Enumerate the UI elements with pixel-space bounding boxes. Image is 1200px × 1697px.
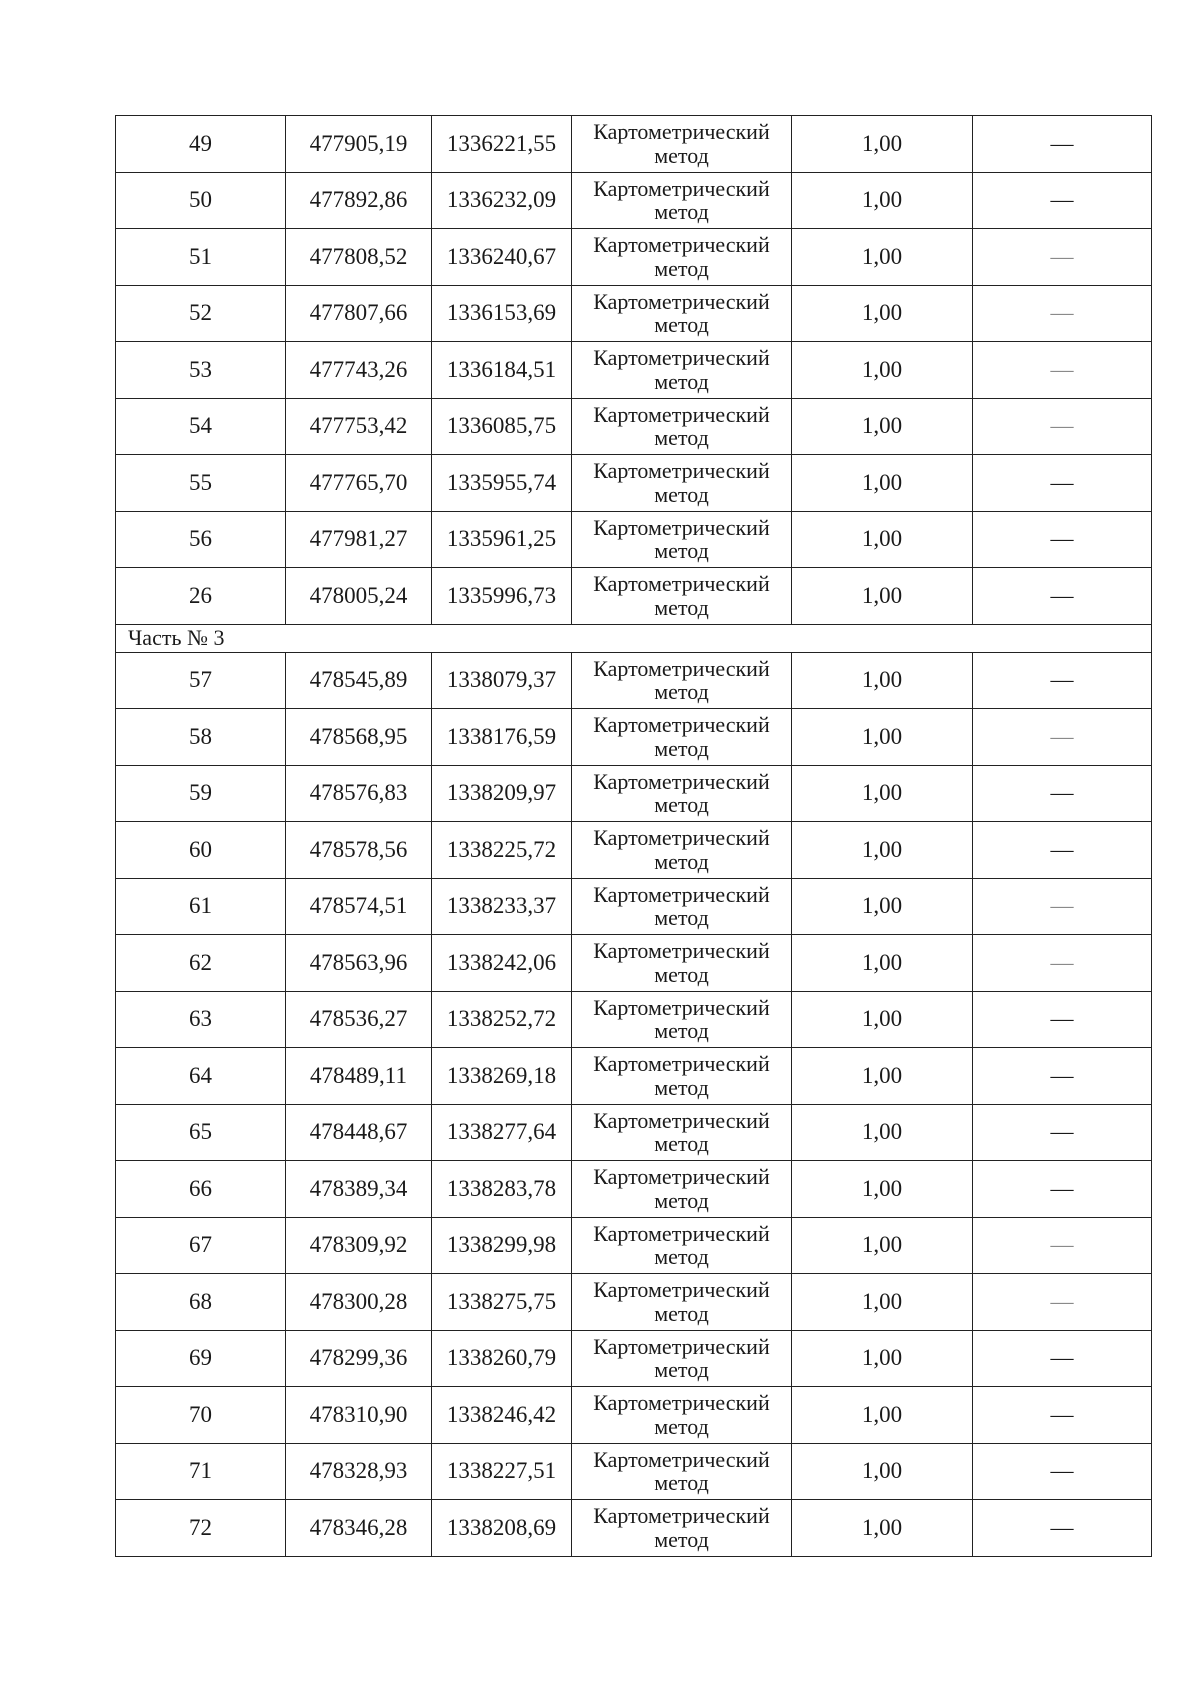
em-dash: — (1050, 130, 1074, 156)
em-dash: — (1050, 1288, 1074, 1314)
em-dash: — (1050, 780, 1074, 806)
description-cell (973, 709, 1152, 766)
coordinate-y-cell: 1338225,72 (432, 822, 572, 879)
coordinate-y-cell: 1338233,37 (432, 878, 572, 935)
accuracy-cell: 1,00 (792, 1274, 973, 1331)
table-row (116, 1330, 1152, 1387)
accuracy-cell: 1,00 (792, 1104, 973, 1161)
em-dash: — (1050, 469, 1074, 495)
table-row (116, 878, 1152, 935)
description-cell (973, 116, 1152, 173)
coordinate-y-cell: 1338246,42 (432, 1387, 572, 1444)
accuracy-cell: 1,00 (792, 935, 973, 992)
accuracy-cell: 1,00 (792, 765, 973, 822)
coordinate-x-cell: 478299,36 (286, 1330, 432, 1387)
method-cell: Картометрический метод (572, 116, 792, 173)
table-row (116, 229, 1152, 286)
description-cell (973, 511, 1152, 568)
coordinate-x-cell: 478328,93 (286, 1443, 432, 1500)
coordinate-x-cell: 478563,96 (286, 935, 432, 992)
coordinate-y-cell: 1338260,79 (432, 1330, 572, 1387)
table-row (116, 455, 1152, 512)
em-dash: — (1050, 413, 1074, 439)
point-number-cell: 59 (116, 765, 286, 822)
accuracy-cell: 1,00 (792, 1500, 973, 1557)
coordinate-y-cell: 1338176,59 (432, 709, 572, 766)
coordinate-x-cell: 477765,70 (286, 455, 432, 512)
em-dash: — (1050, 1514, 1074, 1540)
description-cell (973, 342, 1152, 399)
method-cell: Картометрический метод (572, 1330, 792, 1387)
em-dash: — (1050, 1119, 1074, 1145)
accuracy-cell: 1,00 (792, 991, 973, 1048)
table-row (116, 991, 1152, 1048)
method-cell: Картометрический метод (572, 1048, 792, 1105)
accuracy-cell: 1,00 (792, 342, 973, 399)
coordinate-y-cell: 1338252,72 (432, 991, 572, 1048)
description-cell (973, 1161, 1152, 1218)
point-number-cell: 58 (116, 709, 286, 766)
coordinate-x-cell: 477981,27 (286, 511, 432, 568)
em-dash: — (1050, 1175, 1074, 1201)
method-cell: Картометрический метод (572, 455, 792, 512)
coordinate-x-cell: 478310,90 (286, 1387, 432, 1444)
table-row (116, 285, 1152, 342)
accuracy-cell: 1,00 (792, 1387, 973, 1444)
accuracy-cell: 1,00 (792, 455, 973, 512)
coordinates-table-body (116, 116, 1152, 1557)
point-number-cell: 51 (116, 229, 286, 286)
point-number-cell: 26 (116, 568, 286, 625)
coordinate-y-cell: 1335996,73 (432, 568, 572, 625)
table-row (116, 398, 1152, 455)
description-cell (973, 1274, 1152, 1331)
coordinate-x-cell: 478545,89 (286, 652, 432, 709)
coordinate-y-cell: 1338209,97 (432, 765, 572, 822)
accuracy-cell: 1,00 (792, 568, 973, 625)
description-cell (973, 991, 1152, 1048)
em-dash: — (1050, 1062, 1074, 1088)
em-dash: — (1050, 187, 1074, 213)
description-cell (973, 229, 1152, 286)
coordinate-x-cell: 477892,86 (286, 172, 432, 229)
coordinate-x-cell: 477905,19 (286, 116, 432, 173)
method-cell: Картометрический метод (572, 652, 792, 709)
point-number-cell: 57 (116, 652, 286, 709)
table-row (116, 652, 1152, 709)
point-number-cell: 61 (116, 878, 286, 935)
em-dash: — (1050, 526, 1074, 552)
method-cell: Картометрический метод (572, 878, 792, 935)
table-row (116, 342, 1152, 399)
description-cell (973, 1500, 1152, 1557)
em-dash: — (1050, 582, 1074, 608)
accuracy-cell: 1,00 (792, 398, 973, 455)
coordinate-x-cell: 478346,28 (286, 1500, 432, 1557)
description-cell (973, 765, 1152, 822)
point-number-cell: 65 (116, 1104, 286, 1161)
table-row (116, 1387, 1152, 1444)
method-cell: Картометрический метод (572, 342, 792, 399)
table-row (116, 1048, 1152, 1105)
coordinate-y-cell: 1338269,18 (432, 1048, 572, 1105)
accuracy-cell: 1,00 (792, 511, 973, 568)
method-cell: Картометрический метод (572, 765, 792, 822)
method-cell: Картометрический метод (572, 1443, 792, 1500)
coordinate-y-cell: 1336240,67 (432, 229, 572, 286)
coordinate-x-cell: 477743,26 (286, 342, 432, 399)
method-cell: Картометрический метод (572, 1217, 792, 1274)
point-number-cell: 50 (116, 172, 286, 229)
em-dash: — (1050, 1006, 1074, 1032)
point-number-cell: 68 (116, 1274, 286, 1331)
accuracy-cell: 1,00 (792, 878, 973, 935)
accuracy-cell: 1,00 (792, 709, 973, 766)
em-dash: — (1050, 1458, 1074, 1484)
accuracy-cell: 1,00 (792, 1330, 973, 1387)
coordinate-y-cell: 1336232,09 (432, 172, 572, 229)
method-cell: Картометрический метод (572, 1274, 792, 1331)
method-cell: Картометрический метод (572, 511, 792, 568)
em-dash: — (1050, 1401, 1074, 1427)
coordinate-x-cell: 478389,34 (286, 1161, 432, 1218)
coordinate-x-cell: 478576,83 (286, 765, 432, 822)
method-cell: Картометрический метод (572, 285, 792, 342)
table-row (116, 1104, 1152, 1161)
method-cell: Картометрический метод (572, 1161, 792, 1218)
table-row (116, 935, 1152, 992)
method-cell: Картометрический метод (572, 1387, 792, 1444)
point-number-cell: 49 (116, 116, 286, 173)
coordinate-y-cell: 1338299,98 (432, 1217, 572, 1274)
coordinate-y-cell: 1338079,37 (432, 652, 572, 709)
method-cell: Картометрический метод (572, 935, 792, 992)
method-cell: Картометрический метод (572, 822, 792, 879)
accuracy-cell: 1,00 (792, 1217, 973, 1274)
coordinate-x-cell: 478005,24 (286, 568, 432, 625)
point-number-cell: 63 (116, 991, 286, 1048)
accuracy-cell: 1,00 (792, 822, 973, 879)
description-cell (973, 1104, 1152, 1161)
table-row (116, 1500, 1152, 1557)
point-number-cell: 71 (116, 1443, 286, 1500)
point-number-cell: 52 (116, 285, 286, 342)
coordinate-x-cell: 478309,92 (286, 1217, 432, 1274)
em-dash: — (1050, 836, 1074, 862)
accuracy-cell: 1,00 (792, 285, 973, 342)
accuracy-cell: 1,00 (792, 1048, 973, 1105)
method-cell: Картометрический метод (572, 1104, 792, 1161)
em-dash: — (1050, 300, 1074, 326)
coordinate-x-cell: 478568,95 (286, 709, 432, 766)
point-number-cell: 67 (116, 1217, 286, 1274)
point-number-cell: 66 (116, 1161, 286, 1218)
accuracy-cell: 1,00 (792, 172, 973, 229)
table-row (116, 1217, 1152, 1274)
description-cell (973, 285, 1152, 342)
point-number-cell: 69 (116, 1330, 286, 1387)
em-dash: — (1050, 1232, 1074, 1258)
point-number-cell: 70 (116, 1387, 286, 1444)
em-dash: — (1050, 1345, 1074, 1371)
description-cell (973, 455, 1152, 512)
description-cell (973, 878, 1152, 935)
accuracy-cell: 1,00 (792, 1161, 973, 1218)
description-cell (973, 568, 1152, 625)
point-number-cell: 54 (116, 398, 286, 455)
description-cell (973, 1443, 1152, 1500)
table-row (116, 765, 1152, 822)
point-number-cell: 55 (116, 455, 286, 512)
description-cell (973, 822, 1152, 879)
coordinate-y-cell: 1338208,69 (432, 1500, 572, 1557)
point-number-cell: 60 (116, 822, 286, 879)
method-cell: Картометрический метод (572, 1500, 792, 1557)
method-cell: Картометрический метод (572, 568, 792, 625)
table-row (116, 116, 1152, 173)
coordinate-y-cell: 1338277,64 (432, 1104, 572, 1161)
description-cell (973, 935, 1152, 992)
description-cell (973, 652, 1152, 709)
coordinate-y-cell: 1336085,75 (432, 398, 572, 455)
coordinate-x-cell: 477807,66 (286, 285, 432, 342)
description-cell (973, 1217, 1152, 1274)
table-row (116, 1161, 1152, 1218)
table-row (116, 511, 1152, 568)
coordinate-x-cell: 478448,67 (286, 1104, 432, 1161)
coordinate-y-cell: 1335961,25 (432, 511, 572, 568)
accuracy-cell: 1,00 (792, 229, 973, 286)
em-dash: — (1050, 949, 1074, 975)
em-dash: — (1050, 893, 1074, 919)
table-row (116, 1443, 1152, 1500)
point-number-cell: 53 (116, 342, 286, 399)
table-row (116, 822, 1152, 879)
accuracy-cell: 1,00 (792, 116, 973, 173)
method-cell: Картометрический метод (572, 991, 792, 1048)
coordinate-x-cell: 477808,52 (286, 229, 432, 286)
coordinate-y-cell: 1338283,78 (432, 1161, 572, 1218)
coordinate-x-cell: 477753,42 (286, 398, 432, 455)
coordinate-x-cell: 478300,28 (286, 1274, 432, 1331)
coordinate-y-cell: 1336153,69 (432, 285, 572, 342)
point-number-cell: 72 (116, 1500, 286, 1557)
table-row (116, 568, 1152, 625)
description-cell (973, 1330, 1152, 1387)
coordinate-y-cell: 1338242,06 (432, 935, 572, 992)
table-row (116, 172, 1152, 229)
coordinate-y-cell: 1336221,55 (432, 116, 572, 173)
em-dash: — (1050, 723, 1074, 749)
coordinate-x-cell: 478489,11 (286, 1048, 432, 1105)
point-number-cell: 64 (116, 1048, 286, 1105)
accuracy-cell: 1,00 (792, 1443, 973, 1500)
description-cell (973, 1387, 1152, 1444)
table-row (116, 1274, 1152, 1331)
description-cell (973, 398, 1152, 455)
point-number-cell: 56 (116, 511, 286, 568)
method-cell: Картометрический метод (572, 172, 792, 229)
method-cell: Картометрический метод (572, 709, 792, 766)
section-header-row (116, 624, 1152, 652)
description-cell (973, 172, 1152, 229)
em-dash: — (1050, 243, 1074, 269)
point-number-cell: 62 (116, 935, 286, 992)
coordinates-table (115, 115, 1152, 1557)
em-dash: — (1050, 356, 1074, 382)
section-label: Часть № 3 (116, 624, 1152, 652)
coordinate-x-cell: 478578,56 (286, 822, 432, 879)
description-cell (973, 1048, 1152, 1105)
coordinate-y-cell: 1336184,51 (432, 342, 572, 399)
coordinate-x-cell: 478574,51 (286, 878, 432, 935)
em-dash: — (1050, 667, 1074, 693)
method-cell: Картометрический метод (572, 398, 792, 455)
method-cell: Картометрический метод (572, 229, 792, 286)
coordinate-x-cell: 478536,27 (286, 991, 432, 1048)
coordinate-y-cell: 1338227,51 (432, 1443, 572, 1500)
coordinate-y-cell: 1338275,75 (432, 1274, 572, 1331)
table-row (116, 709, 1152, 766)
accuracy-cell: 1,00 (792, 652, 973, 709)
coordinate-y-cell: 1335955,74 (432, 455, 572, 512)
